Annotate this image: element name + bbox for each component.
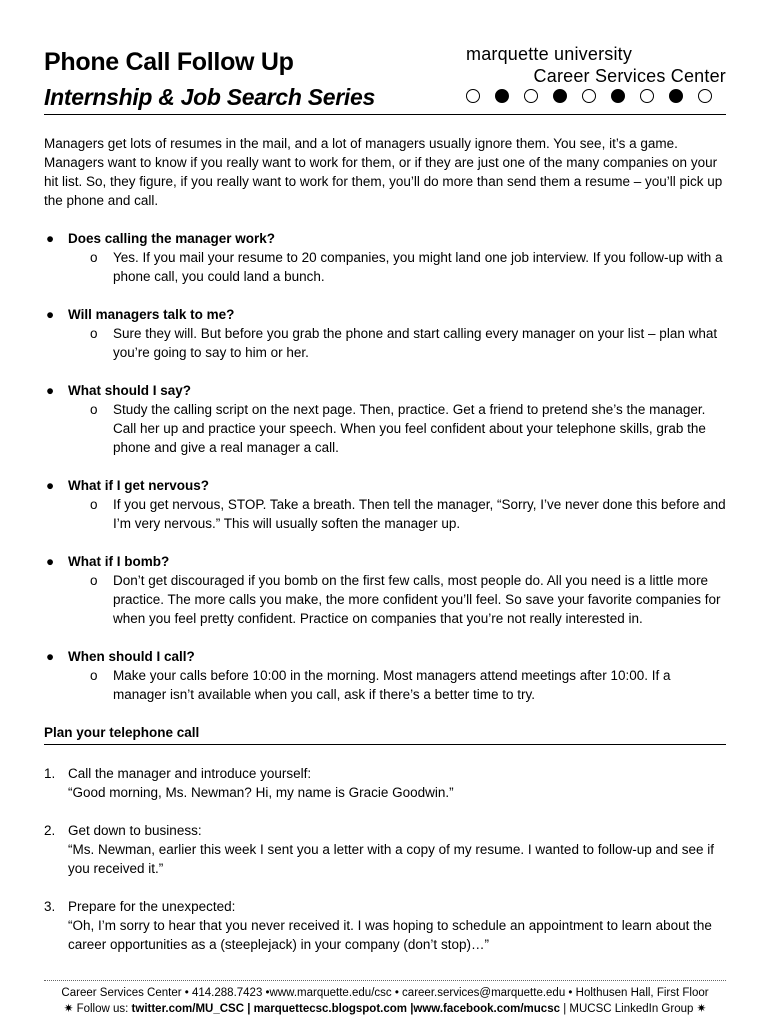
- bullet-icon: ●: [46, 554, 55, 569]
- answer-text: Yes. If you mail your resume to 20 companies, you might land one job interview. If you follow-up with a phone call, you could land a bunch.: [113, 250, 723, 284]
- footer-follow-prefix: ✷ Follow us:: [63, 1003, 132, 1015]
- plan-steps: [44, 764, 726, 954]
- intro-paragraph: Managers get lots of resumes in the mail, and a lot of managers usually ignore them. You see, it’s a game. Managers want to know if you really want to work for them, or if they are just one of the many companies on your hit list. So, they figure, if you really want to work for them, you’ll do more than send them a resume – you’ll pick up the phone and call.: [44, 136, 723, 208]
- document-page: [44, 0, 726, 1024]
- answer: [44, 666, 726, 704]
- qa-item: [44, 381, 726, 457]
- step-label: Get down to business:: [68, 823, 202, 838]
- circle-bullet-icon: o: [90, 668, 98, 683]
- logo-dot-icon: [669, 89, 683, 103]
- plan-step: [44, 897, 726, 954]
- logo-center-name: Career Services Center: [533, 66, 726, 86]
- footer-social-line: [44, 1001, 726, 1017]
- footer-follow-suffix: ✷: [693, 1003, 707, 1015]
- plan-step: [44, 764, 726, 802]
- qa-item: [44, 552, 726, 628]
- answer-text: If you get nervous, STOP. Take a breath. Then tell the manager, “Sorry, I’ve never done this before and I’m very nervous.” This will usually soften the manager up.: [113, 497, 726, 531]
- circle-bullet-icon: o: [90, 326, 98, 341]
- footer-separator: |: [407, 1003, 414, 1015]
- question-text: When should I call?: [68, 649, 195, 664]
- footer-blog-link[interactable]: marquettecsc.blogspot.com: [253, 1003, 407, 1015]
- step-quote: “Oh, I’m sorry to hear that you never received it. I was hoping to schedule an appointment to learn about the career opportunities as a (steeplejack) in your company (don’t stop)…”: [68, 918, 712, 952]
- answer: [44, 324, 726, 362]
- answer-text: Don’t get discouraged if you bomb on the first few calls, most people do. All you need is a little more practice. The more calls you make, the more confident you’ll feel. So save your favorite companies for when you feel pretty confident. Practice on companies that you’re not really interested in.: [113, 573, 721, 626]
- bullet-icon: ●: [46, 307, 55, 322]
- logo-dot-icon: [640, 89, 654, 103]
- logo-dot-icon: [611, 89, 625, 103]
- bullet-icon: ●: [46, 231, 55, 246]
- step-number: 1.: [44, 766, 56, 781]
- step-number: 2.: [44, 823, 56, 838]
- logo-dot-icon: [582, 89, 596, 103]
- circle-bullet-icon: o: [90, 250, 98, 265]
- university-logo: [456, 44, 726, 110]
- logo-university-name: marquette university: [466, 44, 633, 64]
- step-number: 3.: [44, 899, 56, 914]
- circle-bullet-icon: o: [90, 402, 98, 417]
- question-text: What should I say?: [68, 383, 192, 398]
- question: [44, 229, 726, 248]
- logo-dot-icon: [495, 89, 509, 103]
- logo-dot-icon: [553, 89, 567, 103]
- qa-item: [44, 476, 726, 533]
- step-label: Call the manager and introduce yourself:: [68, 766, 312, 781]
- question-text: What if I get nervous?: [68, 478, 210, 493]
- step-quote: “Ms. Newman, earlier this week I sent you a letter with a copy of my resume. I wanted to follow-up and see if you received it.”: [68, 842, 715, 876]
- question-text: Does calling the manager work?: [68, 231, 276, 246]
- step-label: Prepare for the unexpected:: [68, 899, 236, 914]
- answer-text: Study the calling script on the next page. Then, practice. Get a friend to pretend she’s the manager. Call her up and practice your speech. When you feel confident about your telephone skills, grab the phone and give a real manager a call.: [113, 402, 706, 455]
- footer-contact-line: Career Services Center • 414.288.7423 •www.marquette.edu/csc • career.services@marquette.edu • Holthusen Hall, First Floor: [61, 987, 709, 999]
- footer-separator: |: [560, 1003, 570, 1015]
- bullet-icon: ●: [46, 383, 55, 398]
- circle-bullet-icon: o: [90, 497, 98, 512]
- plan-step: [44, 821, 726, 878]
- question: [44, 305, 726, 324]
- step-quote: “Good morning, Ms. Newman? Hi, my name is Gracie Goodwin.”: [68, 785, 454, 800]
- qa-item: [44, 229, 726, 286]
- answer: [44, 571, 726, 628]
- document-title: Phone Call Follow Up: [44, 48, 294, 76]
- question: [44, 381, 726, 400]
- question: [44, 476, 726, 495]
- document-body: [44, 134, 726, 973]
- answer: [44, 495, 726, 533]
- footer-facebook-link[interactable]: www.facebook.com/mucsc: [413, 1003, 560, 1015]
- footer-twitter-link[interactable]: twitter.com/MU_CSC: [131, 1003, 245, 1015]
- question: [44, 552, 726, 571]
- logo-dot-icon: [466, 89, 480, 103]
- answer: [44, 400, 726, 457]
- bullet-icon: ●: [46, 478, 55, 493]
- qa-item: [44, 305, 726, 362]
- document-subtitle: Internship & Job Search Series: [44, 84, 376, 110]
- question-text: What if I bomb?: [68, 554, 170, 569]
- logo-dot-icon: [698, 89, 712, 103]
- page-footer: [44, 980, 726, 1017]
- qa-item: [44, 647, 726, 704]
- footer-linkedin-link[interactable]: MUCSC LinkedIn Group: [569, 1003, 694, 1015]
- plan-heading: Plan your telephone call: [44, 723, 726, 745]
- footer-separator: |: [244, 1003, 254, 1015]
- answer-text: Sure they will. But before you grab the phone and start calling every manager on your list – plan what you’re going to say to him or her.: [113, 326, 718, 360]
- answer-text: Make your calls before 10:00 in the morning. Most managers attend meetings after 10:00. If a manager isn’t available when you call, ask if there’s a better time to try.: [113, 668, 671, 702]
- circle-bullet-icon: o: [90, 573, 98, 588]
- logo-dot-icon: [524, 89, 538, 103]
- answer: [44, 248, 726, 286]
- logo-dots: [466, 89, 712, 103]
- header-divider: [44, 114, 726, 115]
- bullet-icon: ●: [46, 649, 55, 664]
- question-text: Will managers talk to me?: [68, 307, 235, 322]
- question: [44, 647, 726, 666]
